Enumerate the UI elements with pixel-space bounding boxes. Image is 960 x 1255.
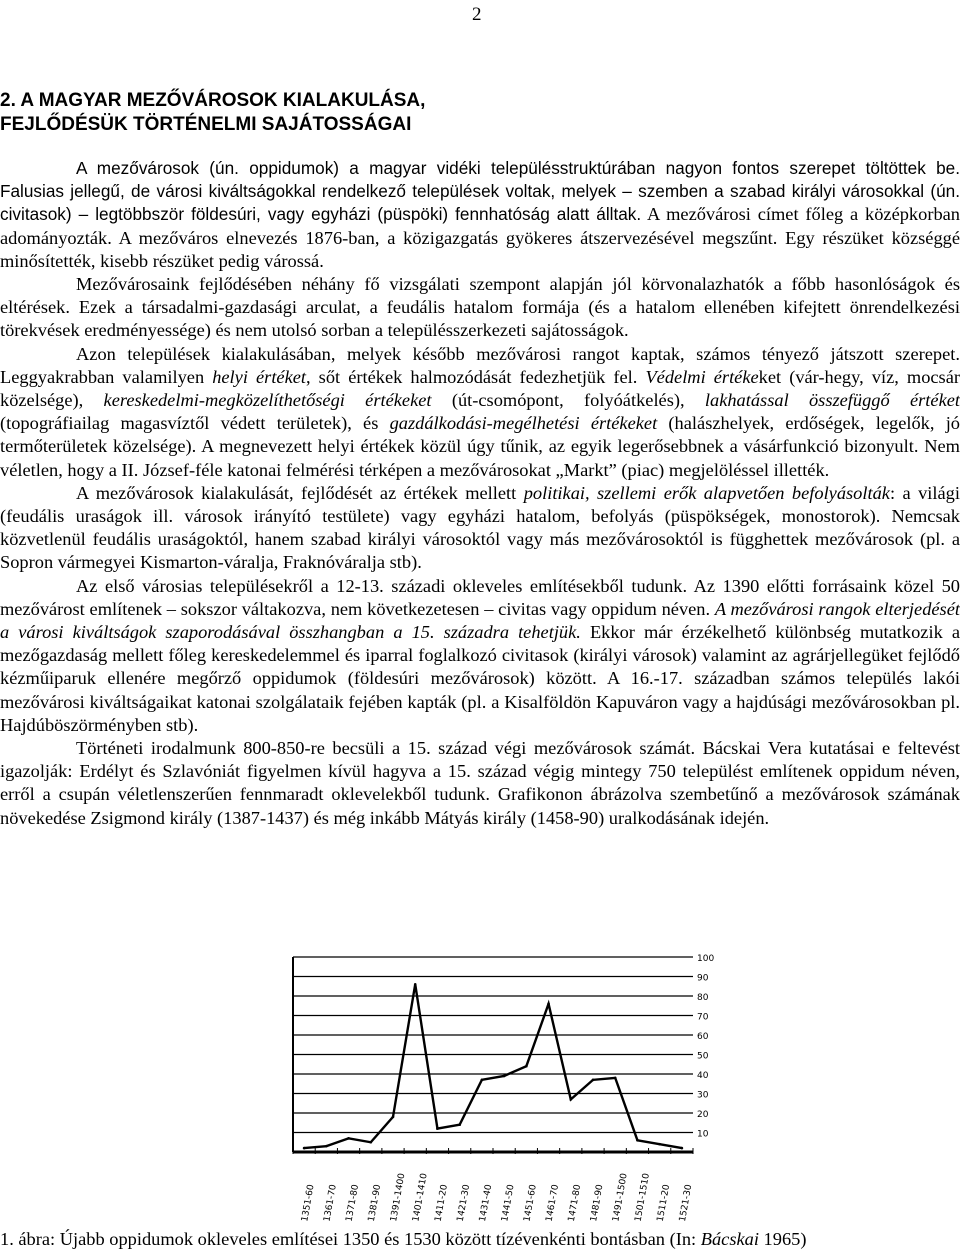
chart-y-tick-labels — [697, 954, 714, 1140]
p3-italic-5: gazdálkodási-megélhetési értékeket — [389, 413, 658, 434]
chart-x-tick-labels — [300, 1172, 694, 1222]
x-tick-label: 1381-90 — [366, 1183, 384, 1223]
x-tick-label: 1511-20 — [655, 1183, 673, 1223]
x-tick-label: 1501-1510 — [633, 1172, 652, 1223]
p3-italic-2: Védelmi értéke — [645, 366, 759, 387]
paragraph-6: Történeti irodalmunk 800-850-re becsüli a 15. század végi mezővárosok számát. Bácskai Vera kutatásai e feltevést igazolják: Erdélyt és Szlavóniát figyelmen kívül hagyva a 15. század végig mintegy 750 települést említenek oppidum néven, erről a csupán véletlenszerűen fennmaradt oklevelekből tudunk. Grafikonon ábrázolva szembetűnő a mezővárosok számának növekedése Zsigmond király (1387-1437) és még inkább Mátyás király (1458-90) uralkodásának idején. — [0, 738, 960, 828]
p4-text-a: A mezővárosok kialakulását, fejlődését az értékek mellett — [76, 482, 524, 503]
caption-text-a: 1. ábra: Újabb oppidumok okleveles említései 1350 és 1530 között tízévenkénti bontásban (In: — [0, 1229, 701, 1249]
x-tick-label: 1491-1500 — [611, 1172, 630, 1223]
series-line — [304, 984, 682, 1148]
y-tick-label: 20 — [697, 1110, 709, 1120]
y-tick-label: 80 — [697, 993, 709, 1003]
y-tick-label: 50 — [697, 1051, 709, 1062]
data-point — [592, 1079, 595, 1082]
x-tick-label: 1391-1400 — [389, 1172, 408, 1223]
chart-series — [303, 983, 683, 1149]
data-point — [636, 1139, 639, 1142]
y-tick-label: 10 — [697, 1129, 709, 1140]
y-tick-label: 70 — [697, 1012, 709, 1023]
p3-text-a: Azon települések kialakulásában, melyek később mezővárosi rangot kaptak, számos tényező játszott szerepet. Leggyakrabban valamilyen — [0, 343, 960, 387]
oppidum-mentions-chart — [268, 945, 715, 1225]
data-point — [436, 1127, 439, 1130]
page-number: 2 — [472, 4, 482, 25]
heading-line-2: FEJLŐDÉSÜK TÖRTÉNELMI SAJÁTOSSÁGAI — [0, 114, 412, 135]
x-tick-label: 1371-80 — [344, 1183, 362, 1223]
data-point — [325, 1145, 328, 1148]
p3-italic-3: kereskedelmi-megközelíthetőségi értékeket — [103, 390, 432, 411]
x-tick-label: 1461-70 — [544, 1183, 562, 1223]
x-tick-label: 1401-1410 — [411, 1172, 430, 1223]
x-tick-label: 1411-20 — [433, 1183, 450, 1223]
p3-text-f: (halászhelyek, erdőségek, legelők, jó termőterületek közelsége). A megnevezett helyi értékek közül úgy tűnik, az egyik legerősebbnek a vásárfunkció bizonyult. Nem véletlen, hogy a II. József-féle katonai felmérési térképen a mezővárosokat „Markt” (piac) megjelöléssel illették. — [0, 413, 960, 480]
p3-text-b: , sőt értékek halmozódását fedezhetjük fel. — [306, 366, 646, 387]
paragraph-3 — [0, 343, 960, 482]
paragraph-1-part-a: A mezővárosok (ún. oppidumok) a magyar vidéki településstruktúrában nagyon fontos szerepet töltöttek be. Falusias jellegű, de városi kiváltságokkal rendelkező települések voltak, melyek – szemben a szabad királyi városokkal (ún. civitasok) – legtöbbször földesúri, vagy egyházi (püspöki) fennhatóság alatt álltak. — [0, 158, 960, 225]
chapter-heading — [0, 89, 560, 137]
x-tick-label: 1481-90 — [589, 1183, 606, 1223]
x-tick-label: 1351-60 — [300, 1183, 317, 1223]
data-point — [481, 1079, 484, 1082]
data-point — [303, 1147, 306, 1150]
p3-italic-1: helyi értéket — [212, 366, 307, 387]
data-point — [547, 1003, 550, 1006]
x-tick-label: 1451-60 — [522, 1183, 539, 1223]
x-tick-label: 1431-40 — [477, 1183, 495, 1223]
p5-text-a: Az első városias településekről a 12-13. századi okleveles említésekből tudunk. Az 1390 előtti forrásaink közel 50 mezővárost említenek – sokszor váltakozva, nem következetesen – civitas vagy oppidum néven. — [0, 575, 960, 619]
p3-text-d: (út-csomópont, folyóátkelés), — [431, 390, 705, 411]
x-tick-label: 1441-50 — [500, 1183, 517, 1223]
data-point — [392, 1116, 395, 1119]
data-point — [525, 1065, 528, 1068]
data-point — [414, 983, 417, 986]
p3-text-c: ket (vár-hegy, víz, mocsár közelsége), — [0, 366, 960, 411]
y-tick-label: 90 — [697, 973, 709, 984]
data-point — [658, 1143, 661, 1146]
p4-italic-1: politikai, szellemi erők alapvetően befolyásolták — [523, 482, 890, 503]
y-tick-label: 60 — [697, 1032, 709, 1042]
data-point — [614, 1077, 617, 1080]
x-tick-label: 1361-70 — [322, 1183, 339, 1223]
p3-italic-4: lakhatással összefüggő értéket — [704, 390, 960, 411]
heading-line-1: 2. A MAGYAR MEZŐVÁROSOK KIALAKULÁSA, — [0, 90, 426, 111]
x-tick-label: 1521-30 — [677, 1183, 695, 1223]
data-point — [369, 1141, 372, 1144]
caption-text-b: 1965) — [758, 1229, 807, 1249]
data-point — [347, 1137, 350, 1140]
y-tick-label: 40 — [697, 1071, 709, 1081]
p5-italic-1: A mezővárosi rangok elterjedését a városi kiváltságok szaporodásával összhangban a 15. századra tehetjük. — [0, 598, 960, 643]
p4-text-b: : a világi (feudális uraságok ill. városok irányító testülete) vagy egyházi hatalom, befolyás (püspökségek, monostorok). Nemcsak közvetlenül feudális uraságoktól, hanem szabad királyi városoktól vagy más mezővárosoktól is függhettek mezővárosok (pl. a Sopron vármegyei Kismarton-váralja, Fraknóváralja stb). — [0, 482, 960, 573]
x-tick-label: 1471-80 — [566, 1183, 584, 1223]
paragraph-5 — [0, 575, 960, 737]
data-point — [569, 1098, 572, 1101]
paragraph-1 — [0, 157, 960, 273]
y-tick-label: 30 — [697, 1090, 709, 1101]
data-point — [458, 1123, 461, 1126]
paragraph-1-part-b: A mezővárosi címet főleg a középkorban adományozták. A mezőváros elnevezés 1876-ban, a közigazgatás gyökeres átszervezésével megszűnt. Egy részüket községgé minősítették, kisebb részüket pedig várossá. — [0, 204, 960, 271]
p3-text-e: (topográfiailag magasvíztől védett területek), és — [0, 413, 390, 434]
paragraph-4 — [0, 482, 960, 575]
p5-text-b: Ekkor már érzékelhető különbség mutatkozik a mezőgazdaság mellett főleg kereskedelemmel és iparral foglalkozó civitasok (királyi városok) valamint az agrárjellegüket fejlődő kézműiparuk ellenére megőrző oppidumok (földesúri mezővárosok) között. A 16.-17. században számos település lakói mezővárosi kiváltságaikat katonai szolgálataik fejében kapták (pl. a Kisalföldön Kapuváron vagy a hajdúsági mezővárosokban pl. Hajdúböszörményben stb). — [0, 622, 960, 735]
x-tick-label: 1421-30 — [455, 1183, 473, 1223]
paragraph-2: Mezővárosaink fejlődésében néhány fő vizsgálati szempont alapján jól körvonalazhatók a főbb hasonlóságok és eltérések. Ezek a társadalmi-gazdasági arculat, a feudális hatalom formája (és a hatalom ellenében kifejtett önrendelkezési törekvések eredményessége) és nem utolsó sorban a településszerkezeti sajátosságok. — [0, 274, 960, 341]
body-text — [0, 157, 960, 830]
caption-author: Bácskai — [700, 1229, 759, 1249]
figure-caption — [0, 1228, 960, 1251]
y-tick-label: 100 — [697, 954, 715, 964]
data-point — [681, 1147, 684, 1150]
data-point — [503, 1075, 506, 1078]
